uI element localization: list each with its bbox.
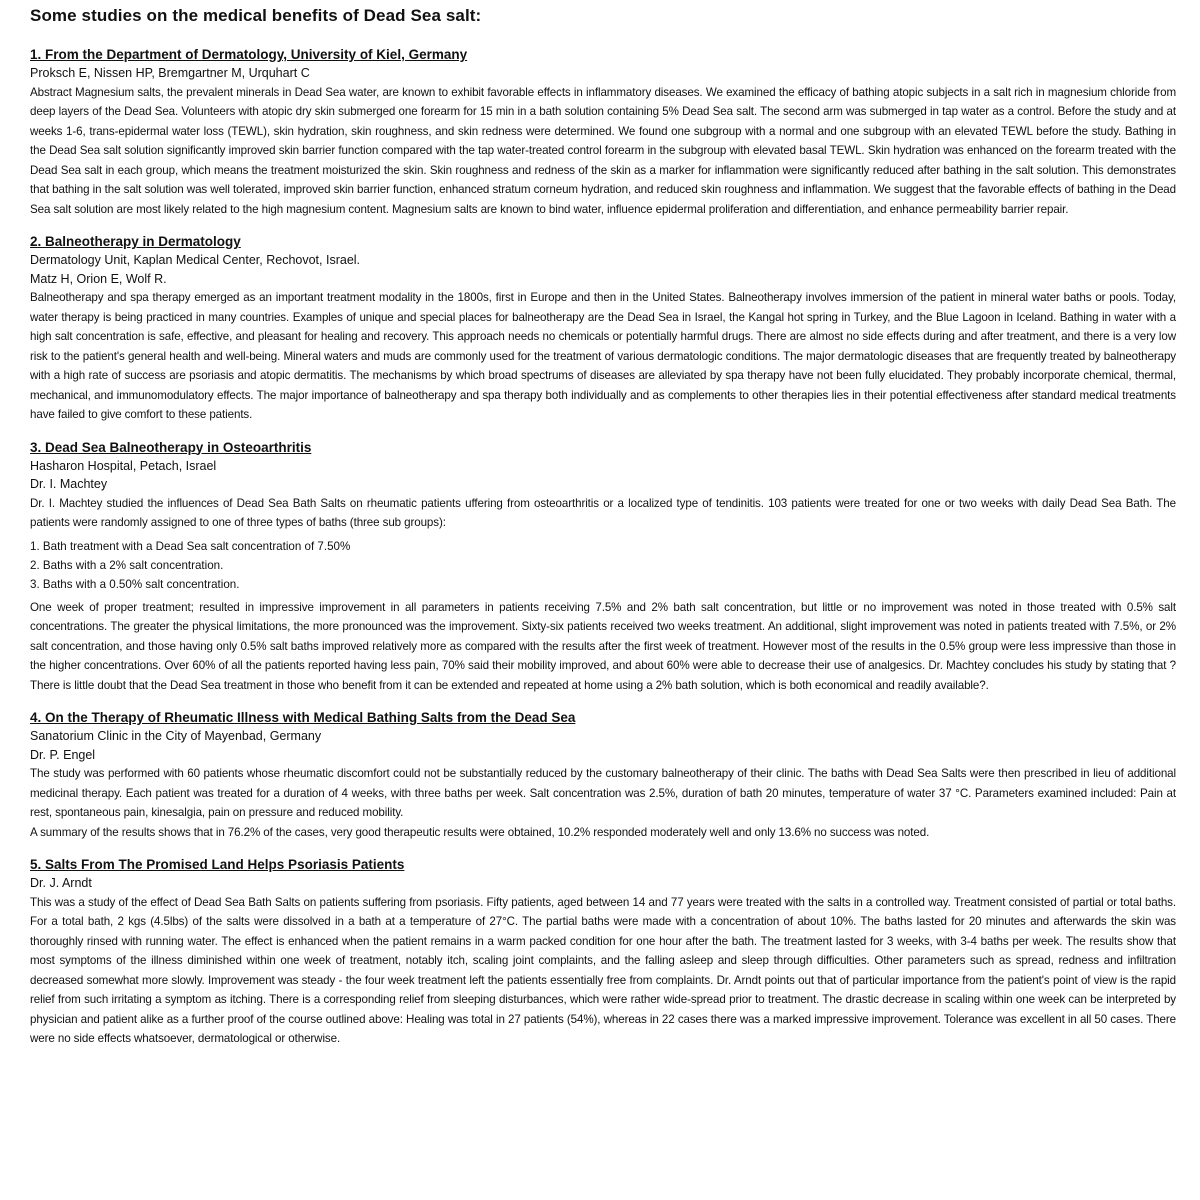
- section-affiliation: Sanatorium Clinic in the City of Mayenbad, Germany: [30, 729, 322, 743]
- section-authors: Dr. J. Arndt: [30, 876, 92, 890]
- section-paragraph: One week of proper treatment; resulted in impressive improvement in all parameters in patients receiving 7.5% and 2% bath salt concentration, but little or no improvement was noted in those treated with 0.5% salt concentrations. The greater the physical limitations, the more pronounced was the improvement. Sixty-six patients received two weeks treatment. An additional, slight improvement was noted in patients treated with 7.5%, or 2% salt concentration, and those having only 0.5% salt baths improved relatively more as compared with the results after the first week of treatment. However most of the results in the 0.5% group were less impressive than those in the higher concentrations. Over 60% of all the patients reported having less pain, 70% said their mobility improved, and about 60% were able to decrease their use of analgesics. Dr. Machtey concludes his study by stating that ? There is little doubt that the Dead Sea treatment in those who benefit from it can be extended and repeated at home using a 2% bath solution, which is both economical and readily available?.: [30, 600, 1176, 692]
- section-paragraph: This was a study of the effect of Dead Sea Bath Salts on patients suffering from psoriasis. Fifty patients, aged between 14 and 77 years were treated with the salts in a controlled way. Treatment consisted of partial or total baths. For a total bath, 2 kgs (4.5lbs) of the salts were dissolved in a bath at a temperature of 27°C. The partial baths were made with a concentration of about 10%. The baths lasted for 20 minutes and afterwards the skin was thoroughly rinsed with running water. The effect is enhanced when the patient remains in a warm packed condition for one hour after the bath. The treatment lasted for 3 weeks, with 3-4 baths per week. The results show that most symptoms of the illness diminished within one week of treatment, notably itch, scaling joint complaints, and the falling asleep and sleep through difficulties. Other parameters such as spread, redness and infiltration decreased somewhat more slowly. Improvement was steady - the four week treatment left the patients essentially free from complaints. Dr. Arndt points out that of particular importance from the patient's point of view is the rapid relief from such irritating a symptom as itching. There is a corresponding relief from sleeping disturbances, which were rather wide-spread prior to treatment. The drastic decrease in scaling within one week can be interpreted by physician and patient alike as a further proof of the course outlined above: Healing was total in 27 patients (54%), whereas in 22 cases there was a marked impressive improvement. Tolerance was excellent in all 50 cases. There were no side effects whatsoever, dermatological or otherwise.: [30, 895, 1176, 1045]
- study-section-2: [30, 233, 1176, 425]
- section-authors: Dr. I. Machtey: [30, 477, 108, 491]
- section-affiliation: Dermatology Unit, Kaplan Medical Center, Rechovot, Israel.: [30, 253, 361, 267]
- section-heading: 1. From the Department of Dermatology, University of Kiel, Germany: [30, 47, 468, 62]
- section-paragraph: A summary of the results shows that in 76.2% of the cases, very good therapeutic results were obtained, 10.2% responded moderately well and only 13.6% no success was noted.: [30, 825, 930, 839]
- list-item: 2. Baths with a 2% salt concentration.: [30, 558, 224, 572]
- section-paragraph: Balneotherapy and spa therapy emerged as an important treatment modality in the 1800s, first in Europe and then in the United States. Balneotherapy involves immersion of the patient in mineral water baths or pools. Today, water therapy is being practiced in many countries. Examples of unique and special places for balneotherapy are the Dead Sea in Israel, the Kangal hot spring in Turkey, and the Blue Lagoon in Iceland. Bathing in water with a high salt concentration is safe, effective, and pleasant for healing and recovery. This approach needs no chemicals or potentially harmful drugs. There are almost no side effects during and after treatment, and there is a very low risk to the patient's general health and well-being. Mineral waters and muds are commonly used for the treatment of various dermatologic conditions. The major dermatologic diseases that are frequently treated by balneotherapy with a high rate of success are psoriasis and atopic dermatitis. The mechanisms by which broad spectrums of diseases are alleviated by spa therapy have not been fully elucidated. They probably incorporate chemical, thermal, mechanical, and immunomodulatory effects. The major importance of balneotherapy and spa therapy both individually and as complements to other therapies lies in their potential effectiveness after standard medical treatments have failed to give comfort to these patients.: [30, 291, 1176, 421]
- section-affiliation: Hasharon Hospital, Petach, Israel: [30, 458, 217, 473]
- section-heading: 2. Balneotherapy in Dermatology: [30, 234, 241, 249]
- section-paragraph: Abstract Magnesium salts, the prevalent minerals in Dead Sea water, are known to exhibit favorable effects in inflammatory diseases. We examined the efficacy of bathing atopic subjects in a salt rich in magnesium chloride from deep layers of the Dead Sea. Volunteers with atopic dry skin submerged one forearm for 15 min in a bath solution containing 5% Dead Sea salt. The second arm was submerged in tap water as a control. Before the study and at weeks 1-6, trans-epidermal water loss (TEWL), skin hydration, skin roughness, and skin redness were determined. We found one subgroup with a normal and one subgroup with an elevated TEWL before the study. Bathing in the Dead Sea salt solution significantly improved skin barrier function compared with the tap water-treated control forearm in the subgroup with elevated basal TEWL. Skin hydration was enhanced on the forearm treated with the Dead Sea salt in each group, which means the treatment moisturized the skin. Skin roughness and redness of the skin as a marker for inflammation were significantly reduced after bathing in the salt solution. This demonstrates that bathing in the salt solution was well tolerated, improved skin barrier function, enhanced stratum corneum hydration, and reduced skin roughness and inflammation. We suggest that the favorable effects of bathing in the Dead Sea salt solution are most likely related to the high magnesium content. Magnesium salts are known to bind water, influence epidermal proliferation and differentiation, and enhance permeability barrier repair.: [30, 85, 1176, 216]
- page-title: Some studies on the medical benefits of Dead Sea salt:: [30, 6, 482, 25]
- list-item: 1. Bath treatment with a Dead Sea salt concentration of 7.50%: [30, 539, 351, 553]
- study-section-1: [30, 46, 1176, 219]
- study-section-5: [30, 856, 1176, 1049]
- section-paragraph: Dr. I. Machtey studied the influences of Dead Sea Bath Salts on rheumatic patients uffering from osteoarthritis or a localized type of tendinitis. 103 patients were treated for one or two weeks with daily Dead Sea Bath. The patients were randomly assigned to one of three types of baths (three sub groups):: [30, 496, 1176, 529]
- section-authors: Matz H, Orion E, Wolf R.: [30, 271, 167, 286]
- section-authors: Proksch E, Nissen HP, Bremgartner M, Urquhart C: [30, 66, 310, 80]
- list-item: 3. Baths with a 0.50% salt concentration.: [30, 577, 240, 591]
- study-section-3: [30, 439, 1176, 696]
- section-heading: 3. Dead Sea Balneotherapy in Osteoarthritis: [30, 439, 312, 455]
- section-heading: 4. On the Therapy of Rheumatic Illness with Medical Bathing Salts from the Dead Sea: [30, 710, 576, 725]
- section-authors: Dr. P. Engel: [30, 747, 96, 762]
- section-heading: 5. Salts From The Promised Land Helps Psoriasis Patients: [30, 857, 405, 872]
- study-section-4: [30, 709, 1176, 842]
- concentration-list: [30, 537, 1176, 594]
- section-paragraph: The study was performed with 60 patients whose rheumatic discomfort could not be substantially reduced by the customary balneotherapy of their clinic. The baths with Dead Sea Salts were then prescribed in lieu of additional medicinal therapy. Each patient was treated for a duration of 4 weeks, with three baths per week. Salt concentration was 2.5%, duration of bath 20 minutes, temperature of water 37 °C. Parameters examined included: Pain at rest, spontaneous pain, kinesalgia, pain on pressure and reduced mobility.: [30, 767, 1176, 819]
